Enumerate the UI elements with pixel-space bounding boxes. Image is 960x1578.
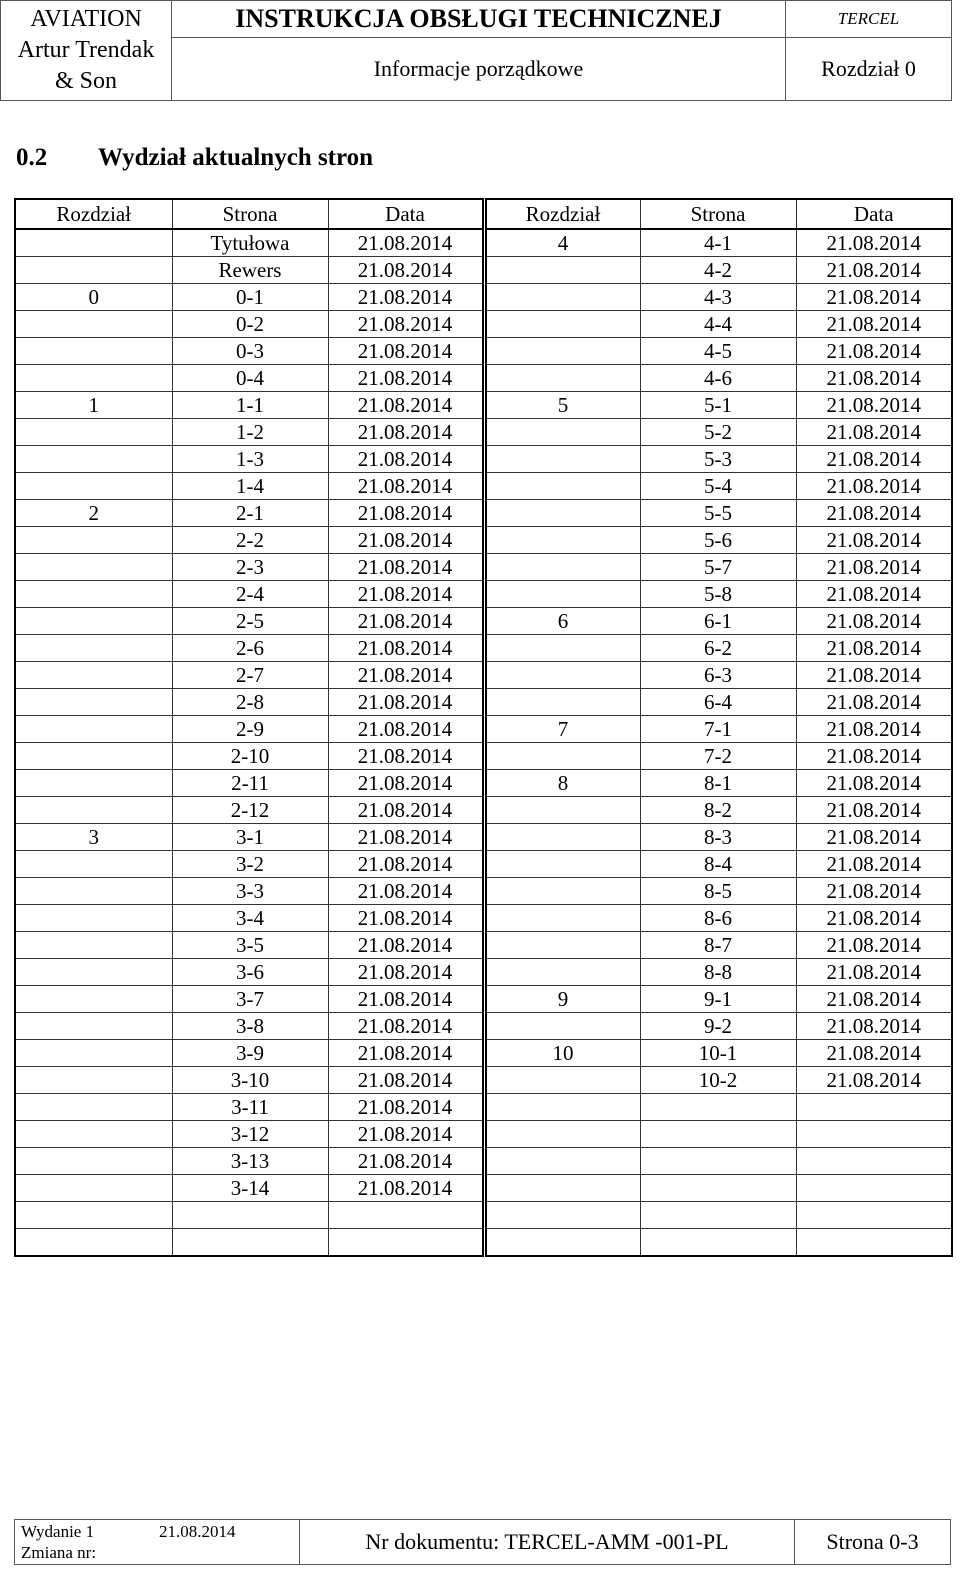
table-row bbox=[15, 986, 952, 1013]
table-row bbox=[15, 1067, 952, 1094]
table-row bbox=[15, 257, 952, 284]
chapter-cell bbox=[484, 635, 640, 662]
chapter-cell bbox=[484, 797, 640, 824]
date-cell: 21.08.2014 bbox=[796, 959, 952, 986]
table-row bbox=[15, 500, 952, 527]
chapter-cell bbox=[15, 932, 172, 959]
page-cell: 2-2 bbox=[172, 527, 328, 554]
chapter-cell bbox=[15, 311, 172, 338]
date-cell: 21.08.2014 bbox=[796, 1067, 952, 1094]
table-header-row bbox=[15, 199, 952, 229]
date-cell: 21.08.2014 bbox=[796, 1013, 952, 1040]
chapter-cell bbox=[484, 1121, 640, 1148]
date-cell: 21.08.2014 bbox=[796, 878, 952, 905]
chapter-cell bbox=[15, 1121, 172, 1148]
chapter-cell bbox=[15, 473, 172, 500]
table-row bbox=[15, 878, 952, 905]
date-cell: 21.08.2014 bbox=[328, 338, 484, 365]
chapter-cell bbox=[15, 878, 172, 905]
date-cell: 21.08.2014 bbox=[328, 392, 484, 419]
date-cell: 21.08.2014 bbox=[796, 1040, 952, 1067]
date-cell: 21.08.2014 bbox=[328, 959, 484, 986]
page-cell bbox=[172, 1202, 328, 1229]
page-cell: 3-11 bbox=[172, 1094, 328, 1121]
page-cell: 10-1 bbox=[640, 1040, 796, 1067]
chapter-cell bbox=[484, 527, 640, 554]
chapter-cell bbox=[15, 1067, 172, 1094]
section-heading bbox=[16, 140, 373, 176]
table-body bbox=[15, 229, 952, 1256]
page-cell: 0-4 bbox=[172, 365, 328, 392]
chapter-cell bbox=[484, 878, 640, 905]
page-cell: 2-10 bbox=[172, 743, 328, 770]
date-cell: 21.08.2014 bbox=[796, 473, 952, 500]
chapter-cell bbox=[15, 743, 172, 770]
date-cell: 21.08.2014 bbox=[328, 500, 484, 527]
page-cell: Tytułowa bbox=[172, 229, 328, 257]
date-cell: 21.08.2014 bbox=[328, 419, 484, 446]
page-cell: 3-8 bbox=[172, 1013, 328, 1040]
date-cell: 21.08.2014 bbox=[796, 851, 952, 878]
date-cell: 21.08.2014 bbox=[328, 986, 484, 1013]
section-name: Informacje porządkowe bbox=[172, 38, 786, 101]
date-cell: 21.08.2014 bbox=[328, 1013, 484, 1040]
table-row bbox=[15, 716, 952, 743]
date-cell: 21.08.2014 bbox=[328, 743, 484, 770]
chapter-cell bbox=[484, 338, 640, 365]
document-number: Nr dokumentu: TERCEL-AMM -001-PL bbox=[300, 1520, 795, 1565]
date-cell: 21.08.2014 bbox=[796, 338, 952, 365]
date-cell: 21.08.2014 bbox=[328, 1094, 484, 1121]
date-cell: 21.08.2014 bbox=[328, 1175, 484, 1202]
page-cell: 6-1 bbox=[640, 608, 796, 635]
chapter-cell bbox=[484, 365, 640, 392]
date-cell: 21.08.2014 bbox=[796, 284, 952, 311]
page-cell: 5-4 bbox=[640, 473, 796, 500]
chapter-cell bbox=[484, 743, 640, 770]
page-cell: 2-3 bbox=[172, 554, 328, 581]
date-cell: 21.08.2014 bbox=[328, 716, 484, 743]
page-cell: 5-6 bbox=[640, 527, 796, 554]
chapter-cell bbox=[15, 1040, 172, 1067]
page-cell: 2-7 bbox=[172, 662, 328, 689]
chapter-cell bbox=[15, 338, 172, 365]
chapter-cell: 1 bbox=[15, 392, 172, 419]
table-row bbox=[15, 419, 952, 446]
date-cell: 21.08.2014 bbox=[328, 1067, 484, 1094]
table-row bbox=[15, 932, 952, 959]
chapter-cell bbox=[15, 959, 172, 986]
change-label: Zmiana nr: bbox=[21, 1543, 97, 1562]
page-cell bbox=[640, 1121, 796, 1148]
column-header-page: Strona bbox=[640, 199, 796, 229]
date-cell: 21.08.2014 bbox=[328, 446, 484, 473]
chapter-cell bbox=[484, 473, 640, 500]
date-cell: 21.08.2014 bbox=[328, 662, 484, 689]
page-cell: 8-8 bbox=[640, 959, 796, 986]
document-header bbox=[0, 0, 952, 101]
chapter-cell bbox=[15, 770, 172, 797]
effective-pages-table bbox=[14, 198, 953, 1257]
page-cell: 4-4 bbox=[640, 311, 796, 338]
table-row bbox=[15, 229, 952, 257]
date-cell bbox=[796, 1094, 952, 1121]
chapter-cell bbox=[15, 1202, 172, 1229]
chapter-cell bbox=[484, 1067, 640, 1094]
page-cell: 4-6 bbox=[640, 365, 796, 392]
page-cell: 8-5 bbox=[640, 878, 796, 905]
table-row bbox=[15, 338, 952, 365]
date-cell: 21.08.2014 bbox=[328, 932, 484, 959]
table-row bbox=[15, 743, 952, 770]
page-cell bbox=[640, 1148, 796, 1175]
chapter-cell bbox=[15, 662, 172, 689]
page-cell: 8-7 bbox=[640, 932, 796, 959]
date-cell: 21.08.2014 bbox=[796, 824, 952, 851]
page-cell: 2-6 bbox=[172, 635, 328, 662]
date-cell bbox=[796, 1148, 952, 1175]
chapter-cell bbox=[15, 257, 172, 284]
column-header-chapter: Rozdział bbox=[15, 199, 172, 229]
page-cell: 2-1 bbox=[172, 500, 328, 527]
date-cell: 21.08.2014 bbox=[328, 554, 484, 581]
date-cell: 21.08.2014 bbox=[796, 500, 952, 527]
page-cell: 3-10 bbox=[172, 1067, 328, 1094]
chapter-cell bbox=[484, 581, 640, 608]
chapter-cell bbox=[15, 851, 172, 878]
table-row bbox=[15, 581, 952, 608]
page-cell: 5-8 bbox=[640, 581, 796, 608]
page-cell: 1-1 bbox=[172, 392, 328, 419]
date-cell: 21.08.2014 bbox=[328, 770, 484, 797]
table-row bbox=[15, 851, 952, 878]
chapter-number: Rozdział 0 bbox=[786, 38, 952, 101]
page-cell: 0-3 bbox=[172, 338, 328, 365]
page-cell: 1-3 bbox=[172, 446, 328, 473]
page-cell: 10-2 bbox=[640, 1067, 796, 1094]
page-cell: 2-9 bbox=[172, 716, 328, 743]
chapter-cell bbox=[15, 689, 172, 716]
chapter-cell: 3 bbox=[15, 824, 172, 851]
date-cell: 21.08.2014 bbox=[796, 229, 952, 257]
chapter-cell bbox=[484, 905, 640, 932]
date-cell: 21.08.2014 bbox=[328, 851, 484, 878]
page-cell: 8-3 bbox=[640, 824, 796, 851]
date-cell: 21.08.2014 bbox=[328, 1121, 484, 1148]
manual-title: INSTRUKCJA OBSŁUGI TECHNICZNEJ bbox=[172, 1, 786, 38]
chapter-cell bbox=[15, 797, 172, 824]
chapter-cell bbox=[484, 257, 640, 284]
chapter-cell bbox=[484, 446, 640, 473]
chapter-cell bbox=[15, 581, 172, 608]
date-cell: 21.08.2014 bbox=[796, 527, 952, 554]
page-cell: 6-4 bbox=[640, 689, 796, 716]
page-cell: 9-1 bbox=[640, 986, 796, 1013]
table-row bbox=[15, 1094, 952, 1121]
chapter-cell bbox=[484, 689, 640, 716]
date-cell: 21.08.2014 bbox=[796, 635, 952, 662]
page-cell: 0-2 bbox=[172, 311, 328, 338]
page-cell: 3-9 bbox=[172, 1040, 328, 1067]
chapter-cell bbox=[15, 446, 172, 473]
chapter-cell bbox=[15, 365, 172, 392]
page-cell: 6-3 bbox=[640, 662, 796, 689]
date-cell: 21.08.2014 bbox=[328, 905, 484, 932]
date-cell bbox=[796, 1175, 952, 1202]
page-cell: 3-2 bbox=[172, 851, 328, 878]
page-cell bbox=[640, 1202, 796, 1229]
table-row bbox=[15, 1013, 952, 1040]
edition-date: 21.08.2014 bbox=[159, 1522, 236, 1541]
date-cell: 21.08.2014 bbox=[328, 527, 484, 554]
page-cell: 4-3 bbox=[640, 284, 796, 311]
chapter-cell bbox=[484, 662, 640, 689]
chapter-cell bbox=[15, 1148, 172, 1175]
chapter-cell bbox=[484, 1175, 640, 1202]
date-cell: 21.08.2014 bbox=[328, 581, 484, 608]
chapter-cell bbox=[484, 851, 640, 878]
page-cell: 3-14 bbox=[172, 1175, 328, 1202]
table-row bbox=[15, 1175, 952, 1202]
date-cell bbox=[328, 1202, 484, 1229]
publisher-line-2: Artur Trendak bbox=[17, 37, 155, 63]
page-cell: 5-2 bbox=[640, 419, 796, 446]
date-cell: 21.08.2014 bbox=[328, 1148, 484, 1175]
chapter-cell bbox=[15, 905, 172, 932]
chapter-cell bbox=[15, 1175, 172, 1202]
page-cell: 5-5 bbox=[640, 500, 796, 527]
date-cell bbox=[796, 1121, 952, 1148]
chapter-cell bbox=[484, 311, 640, 338]
table-row bbox=[15, 446, 952, 473]
chapter-cell bbox=[15, 1013, 172, 1040]
table-row bbox=[15, 608, 952, 635]
publisher-block bbox=[1, 1, 172, 101]
chapter-cell bbox=[15, 419, 172, 446]
date-cell: 21.08.2014 bbox=[328, 608, 484, 635]
page-cell: 5-7 bbox=[640, 554, 796, 581]
date-cell: 21.08.2014 bbox=[796, 689, 952, 716]
page-cell: Rewers bbox=[172, 257, 328, 284]
page-cell: 7-2 bbox=[640, 743, 796, 770]
chapter-cell bbox=[484, 500, 640, 527]
table-row bbox=[15, 689, 952, 716]
date-cell: 21.08.2014 bbox=[796, 257, 952, 284]
date-cell: 21.08.2014 bbox=[796, 365, 952, 392]
date-cell: 21.08.2014 bbox=[796, 662, 952, 689]
date-cell: 21.08.2014 bbox=[796, 608, 952, 635]
table-row bbox=[15, 554, 952, 581]
table-row bbox=[15, 662, 952, 689]
date-cell: 21.08.2014 bbox=[328, 635, 484, 662]
page-cell bbox=[640, 1229, 796, 1257]
chapter-cell: 8 bbox=[484, 770, 640, 797]
table-row bbox=[15, 1202, 952, 1229]
table-row bbox=[15, 1229, 952, 1257]
table-row bbox=[15, 473, 952, 500]
document-footer bbox=[14, 1519, 951, 1565]
page-cell: 3-3 bbox=[172, 878, 328, 905]
table-row bbox=[15, 365, 952, 392]
chapter-cell: 10 bbox=[484, 1040, 640, 1067]
chapter-cell bbox=[484, 1202, 640, 1229]
table-row bbox=[15, 1148, 952, 1175]
chapter-cell bbox=[484, 284, 640, 311]
chapter-cell bbox=[484, 1094, 640, 1121]
date-cell: 21.08.2014 bbox=[796, 392, 952, 419]
chapter-cell bbox=[15, 986, 172, 1013]
date-cell: 21.08.2014 bbox=[328, 824, 484, 851]
date-cell: 21.08.2014 bbox=[328, 1040, 484, 1067]
page-cell: 7-1 bbox=[640, 716, 796, 743]
page-cell bbox=[640, 1094, 796, 1121]
chapter-cell bbox=[484, 932, 640, 959]
chapter-cell: 7 bbox=[484, 716, 640, 743]
chapter-cell bbox=[484, 824, 640, 851]
date-cell: 21.08.2014 bbox=[328, 797, 484, 824]
publisher-line-1: AVIATION bbox=[30, 6, 142, 32]
table-row bbox=[15, 905, 952, 932]
page-cell: 8-4 bbox=[640, 851, 796, 878]
date-cell: 21.08.2014 bbox=[796, 797, 952, 824]
table-row bbox=[15, 527, 952, 554]
column-header-date: Data bbox=[796, 199, 952, 229]
page-cell: 1-2 bbox=[172, 419, 328, 446]
chapter-cell bbox=[15, 229, 172, 257]
chapter-cell bbox=[484, 1013, 640, 1040]
column-header-page: Strona bbox=[172, 199, 328, 229]
table-row bbox=[15, 1040, 952, 1067]
chapter-cell bbox=[484, 419, 640, 446]
page-cell: 0-1 bbox=[172, 284, 328, 311]
date-cell: 21.08.2014 bbox=[796, 770, 952, 797]
date-cell: 21.08.2014 bbox=[328, 229, 484, 257]
section-title-text: Wydział aktualnych stron bbox=[98, 144, 374, 171]
table-row bbox=[15, 959, 952, 986]
page-cell: 3-5 bbox=[172, 932, 328, 959]
chapter-cell: 5 bbox=[484, 392, 640, 419]
page-cell: 2-11 bbox=[172, 770, 328, 797]
chapter-cell bbox=[484, 1229, 640, 1257]
page-cell: 1-4 bbox=[172, 473, 328, 500]
edition-block bbox=[15, 1520, 300, 1565]
date-cell: 21.08.2014 bbox=[328, 365, 484, 392]
page-cell: 5-3 bbox=[640, 446, 796, 473]
page-cell: 4-5 bbox=[640, 338, 796, 365]
page-cell: 3-13 bbox=[172, 1148, 328, 1175]
date-cell: 21.08.2014 bbox=[328, 284, 484, 311]
chapter-cell: 9 bbox=[484, 986, 640, 1013]
page-cell: 2-5 bbox=[172, 608, 328, 635]
table-row bbox=[15, 1121, 952, 1148]
table-row bbox=[15, 392, 952, 419]
page-cell: 8-1 bbox=[640, 770, 796, 797]
page-cell: 3-4 bbox=[172, 905, 328, 932]
table-row bbox=[15, 635, 952, 662]
page-cell: 2-4 bbox=[172, 581, 328, 608]
chapter-cell bbox=[15, 608, 172, 635]
edition-label: Wydanie 1 bbox=[21, 1522, 95, 1541]
table-row bbox=[15, 797, 952, 824]
chapter-cell bbox=[15, 1094, 172, 1121]
chapter-cell: 6 bbox=[484, 608, 640, 635]
date-cell: 21.08.2014 bbox=[796, 554, 952, 581]
page-cell: 4-2 bbox=[640, 257, 796, 284]
page-cell: 6-2 bbox=[640, 635, 796, 662]
table-row bbox=[15, 284, 952, 311]
page-cell: 3-6 bbox=[172, 959, 328, 986]
date-cell: 21.08.2014 bbox=[328, 689, 484, 716]
publisher-line-3: & Son bbox=[54, 68, 117, 94]
date-cell: 21.08.2014 bbox=[796, 716, 952, 743]
chapter-cell: 0 bbox=[15, 284, 172, 311]
date-cell: 21.08.2014 bbox=[796, 311, 952, 338]
date-cell: 21.08.2014 bbox=[796, 986, 952, 1013]
date-cell bbox=[796, 1229, 952, 1257]
chapter-cell bbox=[15, 527, 172, 554]
chapter-cell bbox=[484, 959, 640, 986]
chapter-cell bbox=[15, 635, 172, 662]
column-header-date: Data bbox=[328, 199, 484, 229]
page-cell: 4-1 bbox=[640, 229, 796, 257]
chapter-cell bbox=[484, 1148, 640, 1175]
column-header-chapter: Rozdział bbox=[484, 199, 640, 229]
date-cell: 21.08.2014 bbox=[328, 257, 484, 284]
date-cell: 21.08.2014 bbox=[796, 932, 952, 959]
chapter-cell bbox=[15, 716, 172, 743]
date-cell: 21.08.2014 bbox=[328, 311, 484, 338]
table-row bbox=[15, 770, 952, 797]
page-cell bbox=[172, 1229, 328, 1257]
chapter-cell: 4 bbox=[484, 229, 640, 257]
date-cell: 21.08.2014 bbox=[796, 743, 952, 770]
chapter-cell bbox=[15, 554, 172, 581]
date-cell: 21.08.2014 bbox=[796, 905, 952, 932]
aircraft-model: TERCEL bbox=[786, 1, 952, 38]
page-cell: 8-6 bbox=[640, 905, 796, 932]
page-cell: 3-1 bbox=[172, 824, 328, 851]
page-cell: 8-2 bbox=[640, 797, 796, 824]
date-cell: 21.08.2014 bbox=[796, 581, 952, 608]
chapter-cell bbox=[15, 1229, 172, 1257]
date-cell: 21.08.2014 bbox=[796, 419, 952, 446]
page-cell: 9-2 bbox=[640, 1013, 796, 1040]
page-cell: 2-8 bbox=[172, 689, 328, 716]
table-row bbox=[15, 311, 952, 338]
chapter-cell bbox=[484, 554, 640, 581]
page-cell: 2-12 bbox=[172, 797, 328, 824]
chapter-cell: 2 bbox=[15, 500, 172, 527]
page-cell: 3-7 bbox=[172, 986, 328, 1013]
page-cell: 3-12 bbox=[172, 1121, 328, 1148]
date-cell: 21.08.2014 bbox=[796, 446, 952, 473]
table-row bbox=[15, 824, 952, 851]
page-number: Strona 0-3 bbox=[795, 1520, 951, 1565]
page-cell: 5-1 bbox=[640, 392, 796, 419]
date-cell bbox=[328, 1229, 484, 1257]
date-cell: 21.08.2014 bbox=[328, 473, 484, 500]
date-cell bbox=[796, 1202, 952, 1229]
page-cell bbox=[640, 1175, 796, 1202]
section-number: 0.2 bbox=[16, 144, 48, 171]
date-cell: 21.08.2014 bbox=[328, 878, 484, 905]
